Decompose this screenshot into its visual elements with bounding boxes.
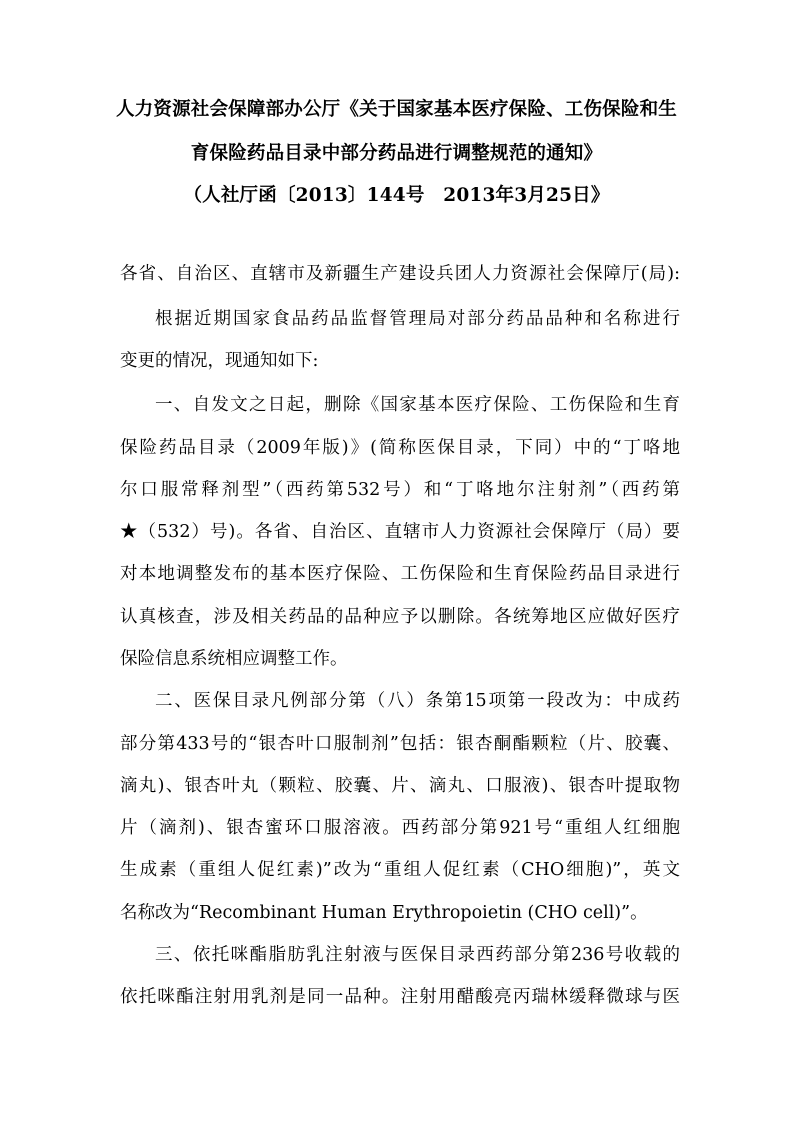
paragraph-1-line-2: 保险药品目录（2009年版)》(简称医保目录，下同）中的“丁咯地	[120, 438, 680, 458]
paragraph-intro-line-2: 变更的情况，现通知如下:	[120, 351, 319, 371]
paragraph-1-line-4: ★（532）号)。各省、自治区、直辖市人力资源社会保障厅（局）要	[120, 522, 680, 542]
paragraph-1-line-5: 对本地调整发布的基本医疗保险、工伤保险和生育保险药品目录进行	[120, 564, 680, 584]
paragraph-1-line-3: 尔口服常释剂型”（西药第532号）和“丁咯地尔注射剂”（西药第	[120, 480, 680, 500]
paragraph-1-line-6: 认真核查，涉及相关药品的品种应予以删除。各统筹地区应做好医疗	[120, 607, 680, 627]
paragraph-intro-line-1: 根据近期国家食品药品监督管理局对部分药品品种和名称进行	[155, 309, 680, 329]
document-title-line-1: 人力资源社会保障部办公厅《关于国家基本医疗保险、工伤保险和生	[115, 99, 677, 120]
paragraph-1-line-1: 一、自发文之日起，删除《国家基本医疗保险、工伤保险和生育	[155, 395, 680, 415]
document-subtitle-reference: （人社厅函〔2013〕144号 2013年3月25日》	[183, 185, 610, 206]
paragraph-2-line-5: 生成素（重组人促红素)”改为“重组人促红素（CHO细胞)”，英文	[120, 860, 680, 880]
paragraph-2-line-2: 部分第433号的“银杏叶口服制剂”包括：银杏酮酯颗粒（片、胶囊、	[120, 734, 680, 754]
paragraph-2-line-1: 二、医保目录凡例部分第（八）条第15项第一段改为：中成药	[155, 691, 680, 711]
paragraph-1-line-7: 保险信息系统相应调整工作。	[120, 649, 348, 669]
document-title-line-2: 育保险药品目录中部分药品进行调整规范的通知》	[190, 143, 603, 164]
salutation-line: 各省、自治区、直辖市及新疆生产建设兵团人力资源社会保障厅(局):	[120, 264, 680, 284]
paragraph-2-line-6: 名称改为“Recombinant Human Erythropoietin (CHO cell)”。	[120, 903, 648, 923]
paragraph-3-line-1: 三、依托咪酯脂肪乳注射液与医保目录西药部分第236号收载的	[155, 945, 680, 965]
paragraph-2-line-3: 滴丸)、银杏叶丸（颗粒、胶囊、片、滴丸、口服液)、银杏叶提取物	[120, 776, 680, 796]
paragraph-3-line-2: 依托咪酯注射用乳剂是同一品种。注射用醋酸亮丙瑞林缓释微球与医	[120, 987, 680, 1007]
paragraph-2-line-4: 片（滴剂)、银杏蜜环口服溶液。西药部分第921号“重组人红细胞	[120, 818, 680, 838]
